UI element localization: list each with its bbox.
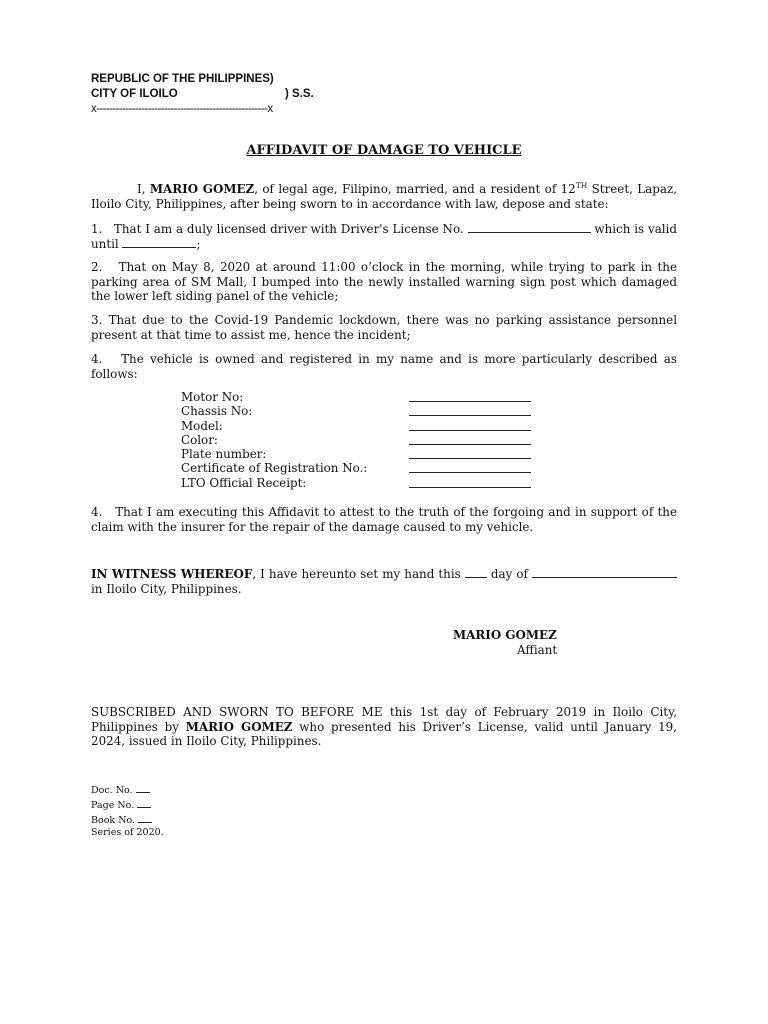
paragraph-1 bbox=[91, 222, 677, 251]
vehicle-field-blank bbox=[409, 476, 531, 488]
witness-heading: IN WITNESS WHEREOF bbox=[91, 567, 253, 581]
book-number-blank bbox=[138, 812, 152, 823]
p1-end: ; bbox=[196, 236, 201, 251]
vehicle-field-row bbox=[181, 461, 531, 475]
affiant-name: MARIO GOMEZ bbox=[149, 182, 255, 196]
notary-page-label: Page No. bbox=[91, 800, 135, 811]
paragraph-3: 3. That due to the Covid-19 Pandemic lockdown, there was no parking assistance personnel present at that time to assist me, hence the incident; bbox=[91, 313, 677, 342]
notary-book-row bbox=[91, 812, 164, 827]
intro-text-a: , of legal age, Filipino, married, and a resident of 12 bbox=[254, 182, 576, 196]
document-title: AFFIDAVIT OF DAMAGE TO VEHICLE bbox=[246, 143, 522, 158]
doc-number-blank bbox=[136, 782, 150, 793]
jurat-text-b: who presented his Driver’s License, valid until January 19, 2024, issued in Iloilo City, Philippines. bbox=[91, 719, 678, 749]
intro-paragraph bbox=[91, 182, 677, 211]
paragraph-5: 4. That I am executing this Affidavit to attest to the truth of the forgoing and in support of the claim with the insurer for the repair of the damage caused to my vehicle. bbox=[91, 505, 677, 534]
vehicle-field-label: Certificate of Registration No.: bbox=[181, 461, 368, 476]
vehicle-field-label: Color: bbox=[181, 432, 218, 447]
vehicle-field-row bbox=[181, 419, 531, 433]
signature-block bbox=[453, 628, 557, 658]
vehicle-field-row bbox=[181, 476, 531, 490]
witness-text-b: day of bbox=[490, 567, 528, 581]
signatory-name: MARIO GOMEZ bbox=[453, 628, 557, 642]
license-number-blank bbox=[468, 222, 591, 233]
vehicle-field-blank bbox=[409, 404, 531, 416]
notary-doc-row bbox=[91, 782, 164, 797]
p1-text-a: 1. That I am a duly licensed driver with Driver's License No. bbox=[91, 222, 464, 236]
vehicle-field-row bbox=[181, 390, 531, 404]
notary-page-row bbox=[91, 797, 164, 812]
venue-city bbox=[91, 87, 314, 102]
signatory-role: Affiant bbox=[517, 643, 558, 657]
intro-prefix: I, bbox=[137, 182, 146, 196]
intro-sup: TH bbox=[575, 181, 588, 191]
vehicle-field-label: Model: bbox=[181, 418, 223, 433]
venue-republic: REPUBLIC OF THE PHILIPPINES) bbox=[91, 73, 274, 85]
venue-city-label: CITY OF ILOILO bbox=[91, 88, 178, 100]
intro-text-b: Street, Lapaz, Iloilo City, Philippines, after being sworn to in accordance with law, depose and state: bbox=[91, 182, 678, 211]
valid-until-blank bbox=[122, 237, 196, 248]
vehicle-field-row bbox=[181, 433, 531, 447]
vehicle-field-blank bbox=[409, 390, 531, 402]
jurat-name: MARIO GOMEZ bbox=[185, 719, 293, 734]
vehicle-field-label: Chassis No: bbox=[181, 404, 253, 419]
paragraph-4: 4. The vehicle is owned and registered in my name and is more particularly described as follows: bbox=[91, 352, 677, 381]
jurat-text-a: SUBSCRIBED AND SWORN TO BEFORE ME this 1st day of February 2019 in Iloilo City, Philippines by bbox=[91, 705, 677, 734]
day-blank bbox=[465, 567, 487, 578]
vehicle-details bbox=[181, 390, 531, 490]
vehicle-field-blank bbox=[409, 461, 531, 473]
vehicle-field-blank bbox=[409, 447, 531, 459]
venue-block bbox=[91, 72, 314, 117]
month-blank bbox=[532, 567, 677, 578]
vehicle-field-label: Plate number: bbox=[181, 447, 267, 462]
page-number-blank bbox=[137, 797, 151, 808]
notary-register bbox=[91, 782, 164, 839]
notary-book-label: Book No. bbox=[91, 815, 136, 826]
notary-doc-label: Doc. No. bbox=[91, 785, 133, 796]
vehicle-field-row bbox=[181, 447, 531, 461]
p1-text-b: which is valid until bbox=[91, 222, 678, 251]
venue-ss: ) S.S. bbox=[285, 88, 314, 100]
vehicle-field-blank bbox=[409, 419, 531, 431]
notary-series: Series of 2020. bbox=[91, 827, 164, 838]
vehicle-field-blank bbox=[409, 433, 531, 445]
witness-text-c: in Iloilo City, Philippines. bbox=[91, 581, 242, 596]
vehicle-field-label: Motor No: bbox=[181, 390, 244, 404]
venue-rule: x-----------------------------------------------------x bbox=[91, 103, 273, 115]
witness-text-a: , I have hereunto set my hand this bbox=[252, 567, 461, 581]
jurat-paragraph bbox=[91, 705, 677, 749]
witness-paragraph bbox=[91, 567, 677, 596]
paragraph-2: 2. That on May 8, 2020 at around 11:00 o’clock in the morning, while trying to park in the parking area of SM Mall, I bumped into the newly installed warning sign post which damaged the lower left siding panel of the vehicle; bbox=[91, 260, 677, 304]
vehicle-field-row bbox=[181, 404, 531, 418]
vehicle-field-label: LTO Official Receipt: bbox=[181, 475, 307, 490]
